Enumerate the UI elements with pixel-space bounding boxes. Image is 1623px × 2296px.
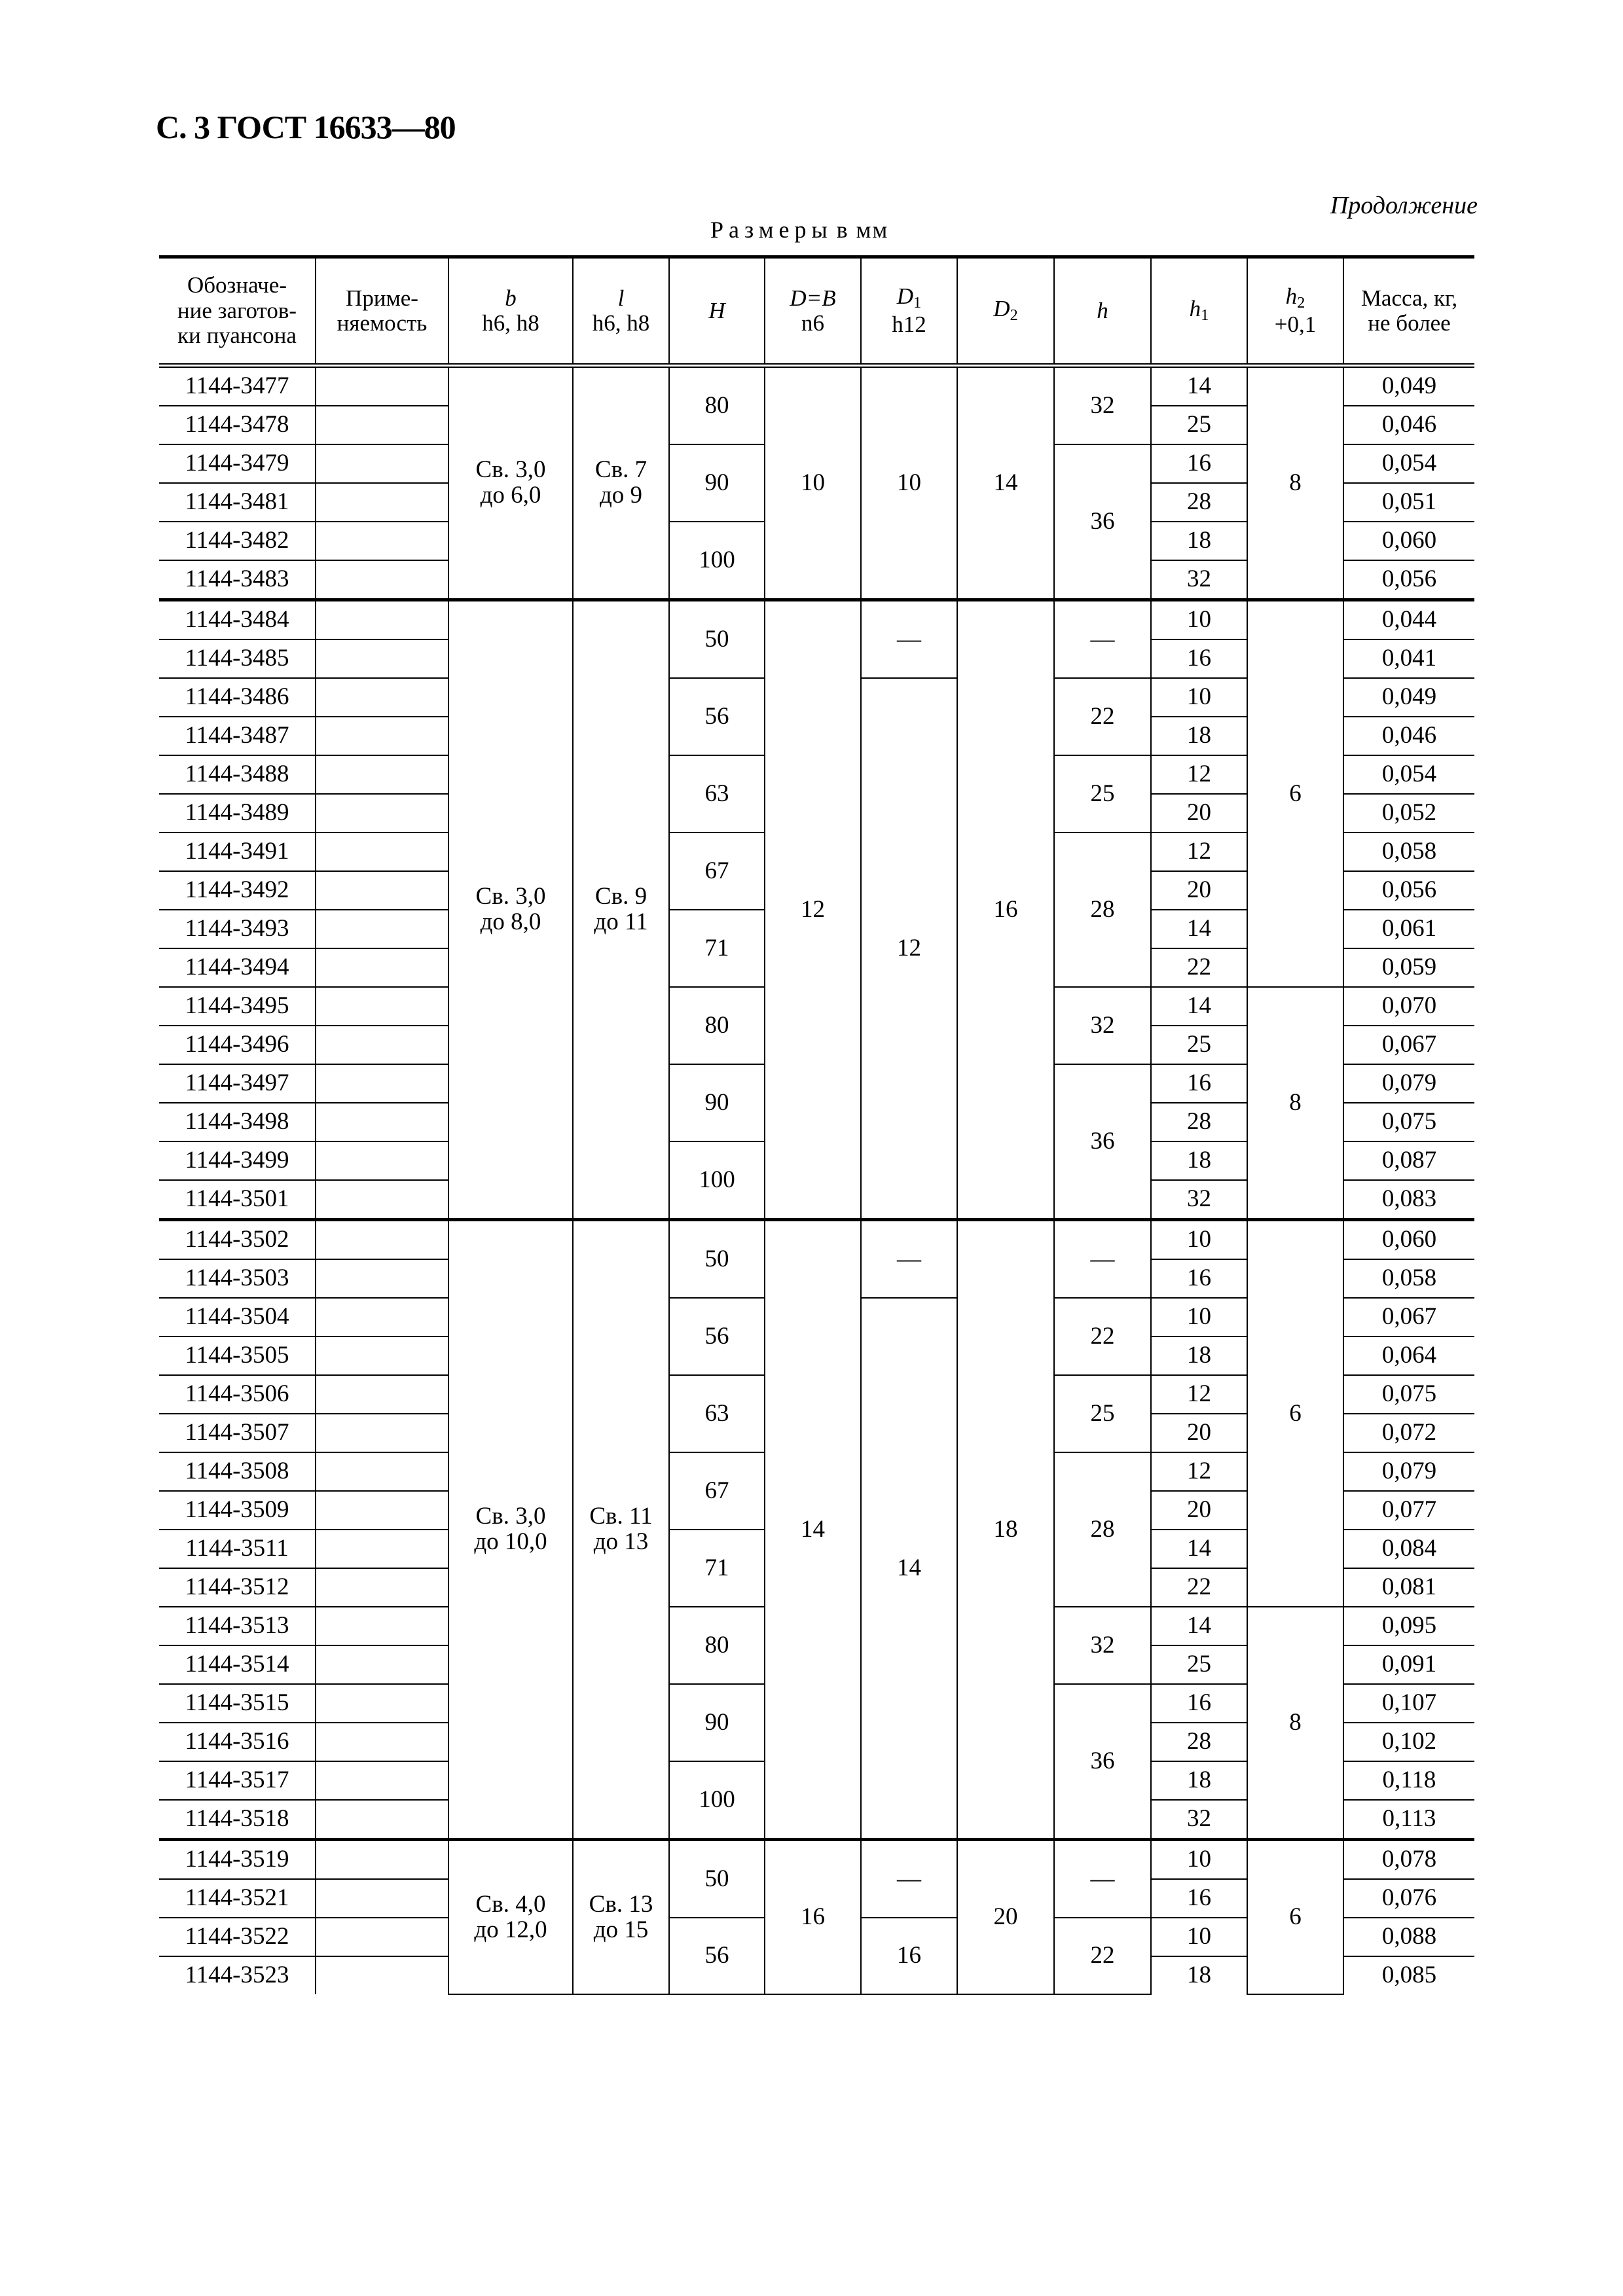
- h-cell: 32: [1054, 987, 1151, 1064]
- code-cell: 1144-3497: [159, 1064, 316, 1103]
- h1-cell: 32: [1151, 560, 1247, 600]
- h1-cell: 16: [1151, 444, 1247, 483]
- h1-cell: 20: [1151, 794, 1247, 833]
- h1-cell: 16: [1151, 1879, 1247, 1918]
- h1-cell: 18: [1151, 717, 1247, 755]
- code-cell: 1144-3498: [159, 1103, 316, 1141]
- code-cell: 1144-3516: [159, 1723, 316, 1761]
- col-header-code: Обозначе- ние заготов- ки пуансона: [159, 257, 316, 366]
- h1-cell: 18: [1151, 1956, 1247, 1994]
- h1-cell: 12: [1151, 755, 1247, 794]
- b-cell: Св. 3,0 до 6,0: [448, 366, 573, 600]
- h1-cell: 25: [1151, 406, 1247, 444]
- code-cell: 1144-3487: [159, 717, 316, 755]
- dimensions-table: [159, 255, 1474, 1995]
- applicability-cell: [316, 1103, 448, 1141]
- continuation-label: Продолжение: [1330, 192, 1478, 219]
- applicability-cell: [316, 1568, 448, 1607]
- code-cell: 1144-3478: [159, 406, 316, 444]
- mass-cell: 0,052: [1343, 794, 1474, 833]
- mass-cell: 0,085: [1343, 1956, 1474, 1994]
- mass-cell: 0,084: [1343, 1530, 1474, 1568]
- code-cell: 1144-3509: [159, 1491, 316, 1530]
- H-cell: 80: [669, 1607, 765, 1684]
- mass-cell: 0,067: [1343, 1026, 1474, 1064]
- h1-cell: 16: [1151, 1684, 1247, 1723]
- h1-cell: 28: [1151, 1723, 1247, 1761]
- mass-cell: 0,058: [1343, 833, 1474, 871]
- code-cell: 1144-3489: [159, 794, 316, 833]
- applicability-cell: [316, 871, 448, 910]
- mass-cell: 0,054: [1343, 444, 1474, 483]
- col-header-h1: $h_1$: [1151, 257, 1247, 366]
- mass-cell: 0,076: [1343, 1879, 1474, 1918]
- h1-cell: 14: [1151, 987, 1247, 1026]
- D2-cell: 20: [957, 1840, 1054, 1995]
- D1-cell: —: [861, 1220, 957, 1299]
- D-B-cell: 14: [765, 1220, 861, 1840]
- l-cell: Св. 9 до 11: [573, 600, 669, 1220]
- code-cell: 1144-3522: [159, 1918, 316, 1956]
- H-cell: 63: [669, 755, 765, 833]
- mass-cell: 0,075: [1343, 1103, 1474, 1141]
- H-cell: 100: [669, 1761, 765, 1840]
- h1-cell: 20: [1151, 1414, 1247, 1452]
- code-cell: 1144-3488: [159, 755, 316, 794]
- h-cell: 22: [1054, 1298, 1151, 1375]
- mass-cell: 0,083: [1343, 1180, 1474, 1220]
- applicability-cell: [316, 600, 448, 640]
- applicability-cell: [316, 1530, 448, 1568]
- h1-cell: 20: [1151, 1491, 1247, 1530]
- code-cell: 1144-3505: [159, 1336, 316, 1375]
- h-cell: —: [1054, 1840, 1151, 1918]
- applicability-cell: [316, 1375, 448, 1414]
- mass-cell: 0,095: [1343, 1607, 1474, 1645]
- mass-cell: 0,078: [1343, 1840, 1474, 1880]
- l-cell: Св. 7 до 9: [573, 366, 669, 600]
- mass-cell: 0,081: [1343, 1568, 1474, 1607]
- h2-cell: 6: [1247, 1840, 1343, 1995]
- applicability-cell: [316, 1026, 448, 1064]
- applicability-cell: [316, 1607, 448, 1645]
- l-cell: Св. 11 до 13: [573, 1220, 669, 1840]
- applicability-cell: [316, 1723, 448, 1761]
- applicability-cell: [316, 948, 448, 987]
- code-cell: 1144-3481: [159, 483, 316, 522]
- mass-cell: 0,072: [1343, 1414, 1474, 1452]
- h2-cell: 6: [1247, 600, 1343, 988]
- units-unit: в мм: [836, 217, 889, 243]
- H-cell: 80: [669, 366, 765, 445]
- h1-cell: 32: [1151, 1180, 1247, 1220]
- h-cell: 22: [1054, 1918, 1151, 1994]
- applicability-cell: [316, 1491, 448, 1530]
- applicability-cell: [316, 833, 448, 871]
- mass-cell: 0,064: [1343, 1336, 1474, 1375]
- code-cell: 1144-3492: [159, 871, 316, 910]
- h1-cell: 16: [1151, 639, 1247, 678]
- mass-cell: 0,087: [1343, 1141, 1474, 1180]
- applicability-cell: [316, 755, 448, 794]
- H-cell: 50: [669, 1220, 765, 1299]
- code-cell: 1144-3519: [159, 1840, 316, 1880]
- mass-cell: 0,060: [1343, 522, 1474, 560]
- D1-cell: 16: [861, 1918, 957, 1994]
- h1-cell: 14: [1151, 1607, 1247, 1645]
- applicability-cell: [316, 1918, 448, 1956]
- col-header-h: h: [1054, 257, 1151, 366]
- code-cell: 1144-3501: [159, 1180, 316, 1220]
- h1-cell: 18: [1151, 1761, 1247, 1800]
- col-header-D2: $D_2$: [957, 257, 1054, 366]
- code-cell: 1144-3491: [159, 833, 316, 871]
- h-cell: 25: [1054, 755, 1151, 833]
- h1-cell: 10: [1151, 1298, 1247, 1336]
- h-cell: 36: [1054, 1064, 1151, 1220]
- code-cell: 1144-3504: [159, 1298, 316, 1336]
- H-cell: 90: [669, 1064, 765, 1141]
- applicability-cell: [316, 366, 448, 406]
- h-cell: 28: [1054, 833, 1151, 987]
- h2-cell: 8: [1247, 1607, 1343, 1840]
- code-cell: 1144-3483: [159, 560, 316, 600]
- code-cell: 1144-3499: [159, 1141, 316, 1180]
- code-cell: 1144-3507: [159, 1414, 316, 1452]
- D-B-cell: 12: [765, 600, 861, 1220]
- H-cell: 50: [669, 1840, 765, 1918]
- mass-cell: 0,059: [1343, 948, 1474, 987]
- col-header-mass: Масса, кг, не более: [1343, 257, 1474, 366]
- code-cell: 1144-3486: [159, 678, 316, 717]
- h1-cell: 12: [1151, 833, 1247, 871]
- H-cell: 71: [669, 910, 765, 987]
- h1-cell: 22: [1151, 1568, 1247, 1607]
- h-cell: —: [1054, 1220, 1151, 1299]
- code-cell: 1144-3513: [159, 1607, 316, 1645]
- code-cell: 1144-3502: [159, 1220, 316, 1260]
- h1-cell: 10: [1151, 1840, 1247, 1880]
- D-B-cell: 10: [765, 366, 861, 600]
- mass-cell: 0,102: [1343, 1723, 1474, 1761]
- applicability-cell: [316, 483, 448, 522]
- header-row: [159, 257, 1474, 366]
- code-cell: 1144-3479: [159, 444, 316, 483]
- applicability-cell: [316, 1336, 448, 1375]
- mass-cell: 0,054: [1343, 755, 1474, 794]
- h1-cell: 18: [1151, 1141, 1247, 1180]
- h1-cell: 10: [1151, 678, 1247, 717]
- code-cell: 1144-3484: [159, 600, 316, 640]
- applicability-cell: [316, 1684, 448, 1723]
- page-header: С. 3 ГОСТ 16633—80: [156, 109, 456, 145]
- mass-cell: 0,118: [1343, 1761, 1474, 1800]
- h1-cell: 32: [1151, 1800, 1247, 1840]
- mass-cell: 0,060: [1343, 1220, 1474, 1260]
- mass-cell: 0,044: [1343, 600, 1474, 640]
- table-row: [159, 1840, 1474, 1880]
- b-cell: Св. 4,0 до 12,0: [448, 1840, 573, 1995]
- applicability-cell: [316, 717, 448, 755]
- mass-cell: 0,046: [1343, 717, 1474, 755]
- H-cell: 63: [669, 1375, 765, 1452]
- H-cell: 67: [669, 833, 765, 910]
- code-cell: 1144-3523: [159, 1956, 316, 1994]
- h1-cell: 25: [1151, 1026, 1247, 1064]
- D2-cell: 14: [957, 366, 1054, 600]
- l-cell: Св. 13 до 15: [573, 1840, 669, 1995]
- H-cell: 50: [669, 600, 765, 679]
- h1-cell: 20: [1151, 871, 1247, 910]
- h1-cell: 10: [1151, 1220, 1247, 1260]
- H-cell: 56: [669, 1298, 765, 1375]
- code-cell: 1144-3506: [159, 1375, 316, 1414]
- mass-cell: 0,051: [1343, 483, 1474, 522]
- code-cell: 1144-3515: [159, 1684, 316, 1723]
- col-header-D-B: D=B n6: [765, 257, 861, 366]
- applicability-cell: [316, 522, 448, 560]
- applicability-cell: [316, 1141, 448, 1180]
- applicability-cell: [316, 1956, 448, 1994]
- D1-cell: 10: [861, 366, 957, 600]
- units-label: [710, 216, 888, 243]
- b-cell: Св. 3,0 до 8,0: [448, 600, 573, 1220]
- H-cell: 56: [669, 678, 765, 755]
- col-header-h2: $h_2$ +0,1: [1247, 257, 1343, 366]
- applicability-cell: [316, 910, 448, 948]
- D1-cell: —: [861, 600, 957, 679]
- h2-cell: 6: [1247, 1220, 1343, 1607]
- table-row: [159, 366, 1474, 406]
- mass-cell: 0,079: [1343, 1064, 1474, 1103]
- mass-cell: 0,058: [1343, 1259, 1474, 1298]
- col-header-D1: $D_1$ h12: [861, 257, 957, 366]
- table-row: [159, 600, 1474, 640]
- h-cell: 22: [1054, 678, 1151, 755]
- col-header-applicability: Приме- няемость: [316, 257, 448, 366]
- H-cell: 90: [669, 444, 765, 522]
- h-cell: 25: [1054, 1375, 1151, 1452]
- h1-cell: 10: [1151, 1918, 1247, 1956]
- code-cell: 1144-3485: [159, 639, 316, 678]
- code-cell: 1144-3521: [159, 1879, 316, 1918]
- mass-cell: 0,091: [1343, 1645, 1474, 1684]
- applicability-cell: [316, 987, 448, 1026]
- applicability-cell: [316, 1761, 448, 1800]
- applicability-cell: [316, 1840, 448, 1880]
- applicability-cell: [316, 794, 448, 833]
- H-cell: 67: [669, 1452, 765, 1530]
- D-B-cell: 16: [765, 1840, 861, 1995]
- applicability-cell: [316, 444, 448, 483]
- h1-cell: 12: [1151, 1452, 1247, 1491]
- b-cell: Св. 3,0 до 10,0: [448, 1220, 573, 1840]
- applicability-cell: [316, 1452, 448, 1491]
- h1-cell: 16: [1151, 1064, 1247, 1103]
- h1-cell: 22: [1151, 948, 1247, 987]
- mass-cell: 0,067: [1343, 1298, 1474, 1336]
- D1-cell: —: [861, 1840, 957, 1918]
- h1-cell: 14: [1151, 366, 1247, 406]
- H-cell: 71: [669, 1530, 765, 1607]
- h-cell: 32: [1054, 366, 1151, 445]
- D2-cell: 16: [957, 600, 1054, 1220]
- D1-cell: 14: [861, 1298, 957, 1840]
- H-cell: 100: [669, 1141, 765, 1220]
- col-header-b: b h6, h8: [448, 257, 573, 366]
- applicability-cell: [316, 1800, 448, 1840]
- code-cell: 1144-3493: [159, 910, 316, 948]
- table-row: [159, 1220, 1474, 1260]
- h1-cell: 10: [1151, 600, 1247, 640]
- h1-cell: 12: [1151, 1375, 1247, 1414]
- col-header-l: l h6, h8: [573, 257, 669, 366]
- H-cell: 56: [669, 1918, 765, 1994]
- h1-cell: 25: [1151, 1645, 1247, 1684]
- mass-cell: 0,056: [1343, 560, 1474, 600]
- h1-cell: 18: [1151, 1336, 1247, 1375]
- code-cell: 1144-3508: [159, 1452, 316, 1491]
- mass-cell: 0,079: [1343, 1452, 1474, 1491]
- H-cell: 100: [669, 522, 765, 600]
- code-cell: 1144-3482: [159, 522, 316, 560]
- mass-cell: 0,077: [1343, 1491, 1474, 1530]
- code-cell: 1144-3518: [159, 1800, 316, 1840]
- h1-cell: 14: [1151, 910, 1247, 948]
- applicability-cell: [316, 1180, 448, 1220]
- applicability-cell: [316, 639, 448, 678]
- D2-cell: 18: [957, 1220, 1054, 1840]
- code-cell: 1144-3495: [159, 987, 316, 1026]
- h-cell: 36: [1054, 444, 1151, 600]
- h1-cell: 14: [1151, 1530, 1247, 1568]
- applicability-cell: [316, 1879, 448, 1918]
- units-word: Размеры: [710, 217, 833, 243]
- code-cell: 1144-3503: [159, 1259, 316, 1298]
- applicability-cell: [316, 1414, 448, 1452]
- mass-cell: 0,046: [1343, 406, 1474, 444]
- code-cell: 1144-3512: [159, 1568, 316, 1607]
- code-cell: 1144-3514: [159, 1645, 316, 1684]
- mass-cell: 0,107: [1343, 1684, 1474, 1723]
- mass-cell: 0,088: [1343, 1918, 1474, 1956]
- h2-cell: 8: [1247, 366, 1343, 600]
- applicability-cell: [316, 1064, 448, 1103]
- D1-cell: 12: [861, 678, 957, 1220]
- mass-cell: 0,041: [1343, 639, 1474, 678]
- applicability-cell: [316, 678, 448, 717]
- code-cell: 1144-3511: [159, 1530, 316, 1568]
- h1-cell: 28: [1151, 483, 1247, 522]
- code-cell: 1144-3496: [159, 1026, 316, 1064]
- H-cell: 80: [669, 987, 765, 1064]
- h1-cell: 18: [1151, 522, 1247, 560]
- applicability-cell: [316, 1645, 448, 1684]
- applicability-cell: [316, 1220, 448, 1260]
- h-cell: 36: [1054, 1684, 1151, 1840]
- h1-cell: 28: [1151, 1103, 1247, 1141]
- mass-cell: 0,049: [1343, 366, 1474, 406]
- h-cell: —: [1054, 600, 1151, 679]
- H-cell: 90: [669, 1684, 765, 1761]
- code-cell: 1144-3477: [159, 366, 316, 406]
- mass-cell: 0,049: [1343, 678, 1474, 717]
- h1-cell: 16: [1151, 1259, 1247, 1298]
- mass-cell: 0,075: [1343, 1375, 1474, 1414]
- code-cell: 1144-3517: [159, 1761, 316, 1800]
- h-cell: 28: [1054, 1452, 1151, 1607]
- mass-cell: 0,113: [1343, 1800, 1474, 1840]
- h2-cell: 8: [1247, 987, 1343, 1220]
- applicability-cell: [316, 406, 448, 444]
- mass-cell: 0,056: [1343, 871, 1474, 910]
- col-header-H: H: [669, 257, 765, 366]
- applicability-cell: [316, 560, 448, 600]
- applicability-cell: [316, 1259, 448, 1298]
- applicability-cell: [316, 1298, 448, 1336]
- mass-cell: 0,061: [1343, 910, 1474, 948]
- h-cell: 32: [1054, 1607, 1151, 1684]
- code-cell: 1144-3494: [159, 948, 316, 987]
- mass-cell: 0,070: [1343, 987, 1474, 1026]
